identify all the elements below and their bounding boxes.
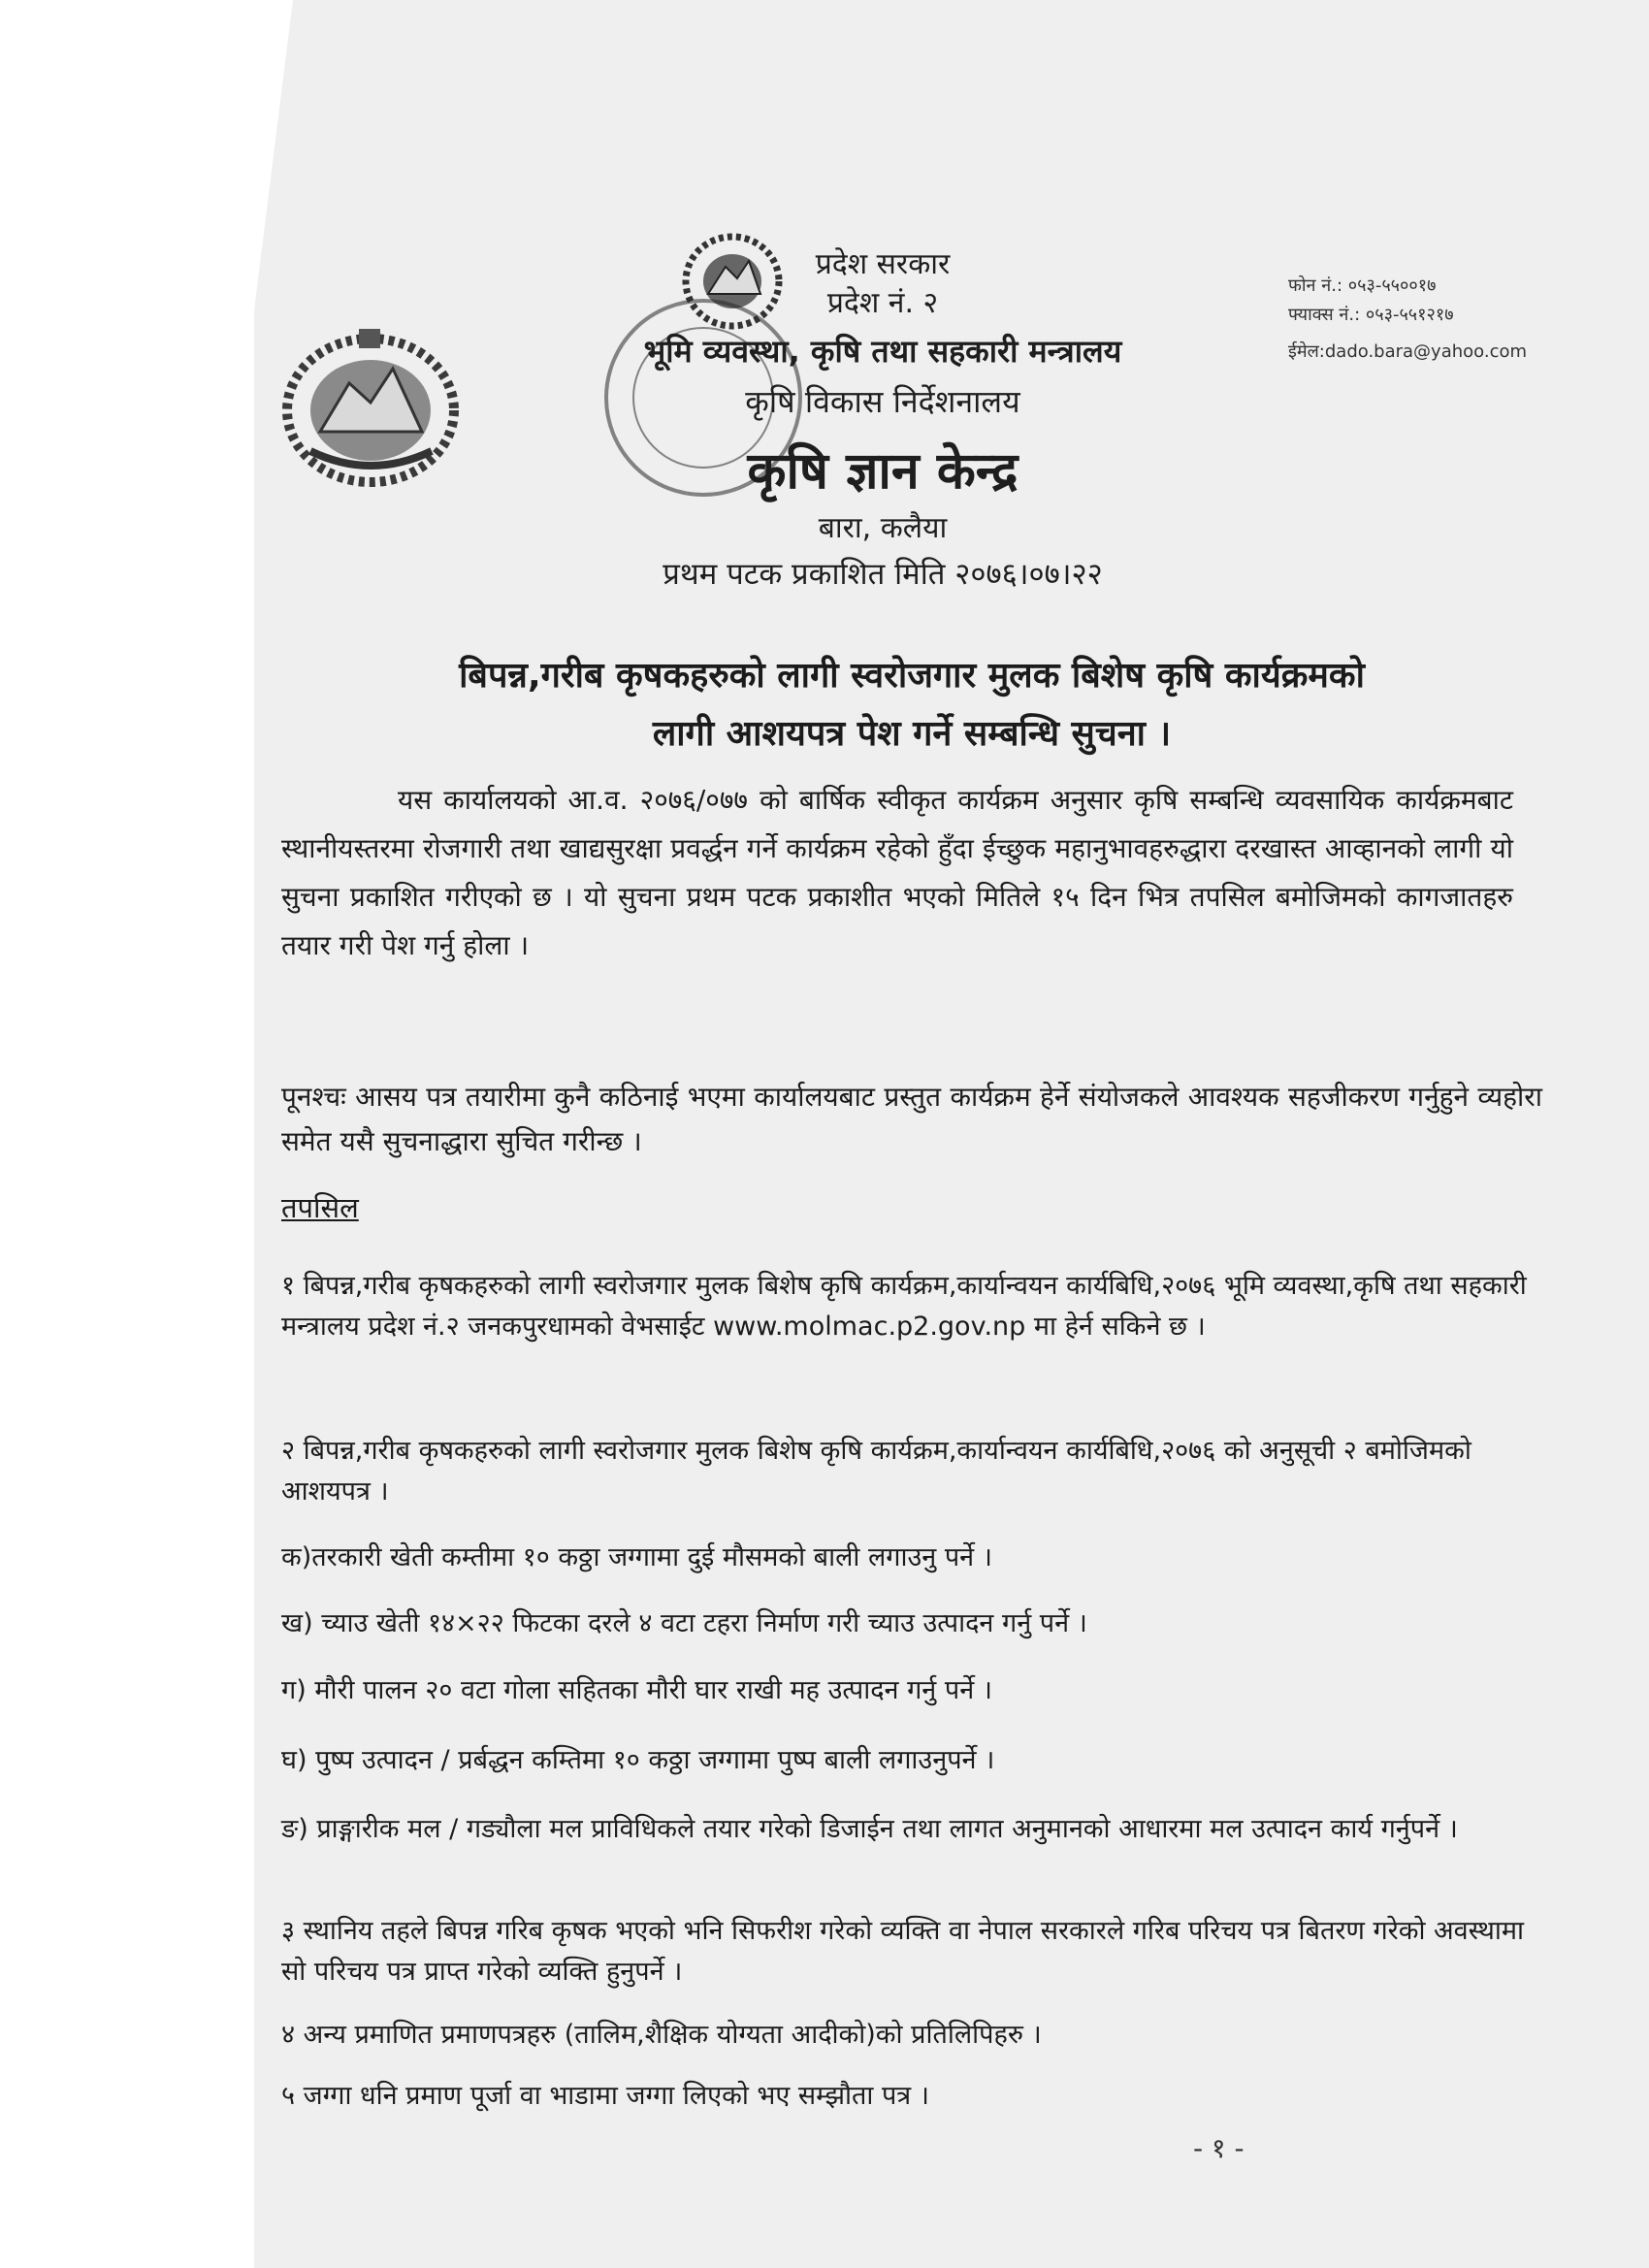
sub-item-nga: ङ) प्राङ्गारीक मल / गड्यौला मल प्राविधिकले तयार गरेको डिजाईन तथा लागत अनुमानको आधारमा मल उत्पादन कार्य गर्नुपर्ने ।	[281, 1814, 1458, 1844]
sub-item-gha: घ) पुष्प उत्पादन / प्रर्बद्धन कम्तिमा १० कठ्ठा जग्गामा पुष्प बाली लगाउनुपर्ने ।	[281, 1745, 995, 1775]
sub-item-kha: ख) च्याउ खेती १४×२२ फिटका दरले ४ वटा टहरा निर्माण गरी च्याउ उत्पादन गर्नु पर्ने ।	[281, 1608, 1087, 1638]
header-location: बारा, कलैया	[818, 511, 948, 545]
sub-item-ka: क)तरकारी खेती कम्तीमा १० कठ्ठा जग्गामा दुई मौसमको बाली लगाउनु पर्ने ।	[281, 1542, 992, 1572]
contact-fax: फ्याक्स नं.: ०५३-५५१२१७	[1288, 305, 1454, 325]
body-paragraph-2: पूनश्चः आसय पत्र तयारीमा कुनै कठिनाई भएमा कार्यालयबाट प्रस्तुत कार्यक्रम हेर्ने संयोजकले आवश्यक सहजीकरण गर्नुहुने व्यहोरा समेत यसै सुचनाद्धारा सुचित गरीन्छ ।	[281, 1081, 1542, 1157]
header-publish-date: प्रथम पटक प्रकाशित मिति २०७६।०७।२२	[663, 557, 1103, 592]
list-item-4: ४ अन्य प्रमाणित प्रमाणपत्रहरु (तालिम,शैक्षिक योग्यता आदीको)को प्रतिलिपिहरु ।	[281, 2020, 1042, 2050]
header-directorate: कृषि विकास निर्देशनालय	[745, 383, 1020, 420]
notice-title-line2: लागी आशयपत्र पेश गर्ने सम्बन्धि सुचना ।	[652, 714, 1172, 754]
tapasil-heading: तपसिल	[281, 1191, 359, 1224]
header-province-government: प्रदेश सरकार	[815, 247, 951, 281]
list-item-2: २ बिपन्न,गरीब कृषकहरुको लागी स्वरोजगार मुलक बिशेष कृषि कार्यक्रम,कार्यान्वयन कार्यबिधि,२०७६ को अनुसूची २ बमोजिमको आशयपत्र ।	[281, 1436, 1471, 1507]
list-item-5: ५ जग्गा धनि प्रमाण पूर्जा वा भाडामा जग्गा लिएको भए सम्झौता पत्र ।	[281, 2081, 930, 2111]
contact-email: ईमेल:dado.bara@yahoo.com	[1288, 341, 1528, 362]
nepal-emblem-icon	[281, 325, 461, 490]
body-paragraph-1: यस कार्यालयको आ.व. २०७६/०७७ को बार्षिक स्वीकृत कार्यक्रम अनुसार कृषि सम्बन्धि व्यवसायिक कार्यक्रमबाट स्थानीयस्तरमा रोजगारी तथा खाद्यसुरक्षा प्रवर्द्धन गर्ने कार्यक्रम रहेको हुँदा ईच्छुक महानुभावहरुद्धारा दरखास्त आव्हानको लागी यो सुचना प्रकाशित गरीएको छ । यो सुचना प्रथम पटक प्रकाशीत भएको मितिले १५ दिन भित्र तपसिल बमोजिमको कागजातहरु तयार गरी पेश गर्नु होला ।	[281, 784, 1513, 961]
sub-item-ga: ग) मौरी पालन २० वटा गोला सहितका मौरी घार राखी मह उत्पादन गर्नु पर्ने ।	[281, 1675, 993, 1705]
header-ministry: भूमि व्यवस्था, कृषि तथा सहकारी मन्त्रालय	[643, 333, 1122, 370]
list-item-1: १ बिपन्न,गरीब कृषकहरुको लागी स्वरोजगार मुलक बिशेष कृषि कार्यक्रम,कार्यान्वयन कार्यबिधि,२०७६ भूमि व्यवस्था,कृषि तथा सहकारी मन्त्रालय प्रदेश नं.२ जनकपुरधामको वेभसाईट www.molmac.p2.gov.np मा हेर्न सकिने छ ।	[281, 1271, 1527, 1342]
list-item-3: ३ स्थानिय तहले बिपन्न गरिब कृषक भएको भनि सिफरीश गरेको व्यक्ति वा नेपाल सरकारले गरिब परिचय पत्र बितरण गरेको अवस्थामा सो परिचय पत्र प्राप्त गरेको व्यक्ति हुनुपर्ने ।	[281, 1916, 1525, 1987]
contact-phone: फोन नं.: ०५३-५५००१७	[1288, 275, 1437, 296]
notice-title-line1: बिपन्न,गरीब कृषकहरुको लागी स्वरोजगार मुलक बिशेष कृषि कार्यक्रमको	[459, 656, 1365, 696]
page-number-mark: - १ -	[1193, 2132, 1245, 2164]
header-office-name: कृषि ज्ञान केन्द्र	[747, 442, 1018, 501]
header-province-number: प्रदेश नं. २	[826, 286, 939, 320]
page-fold-corner	[254, 0, 293, 310]
